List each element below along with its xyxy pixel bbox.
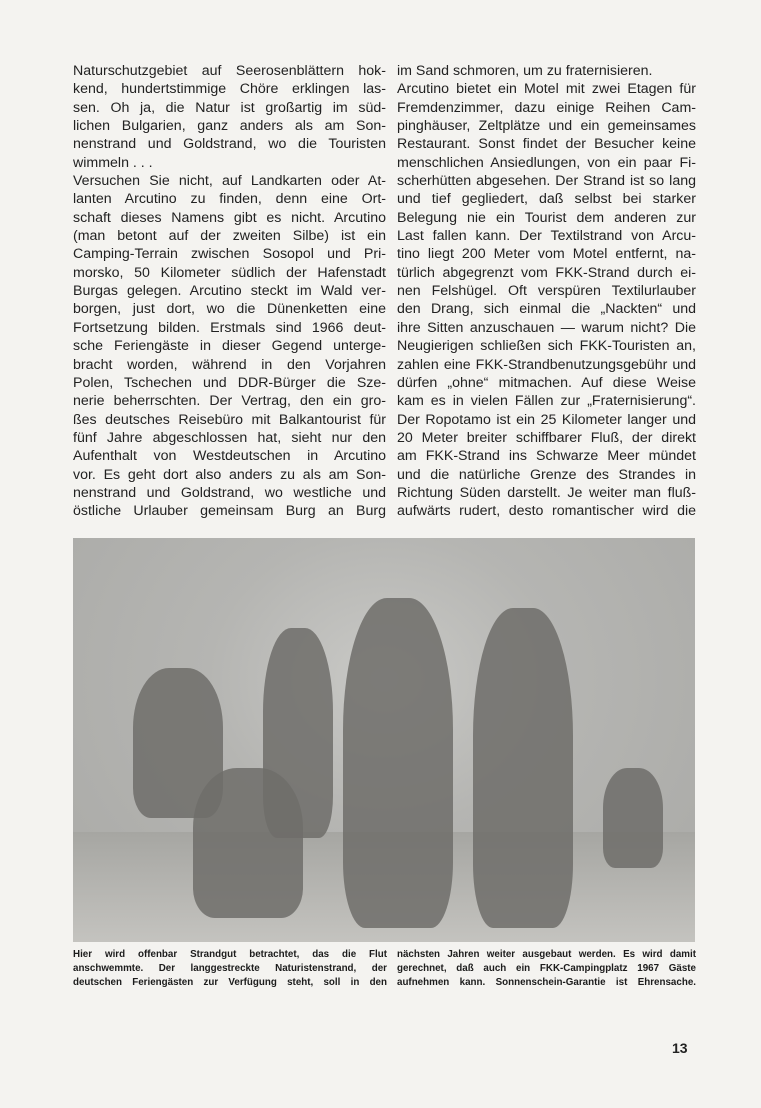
text-line: kam es in vielen Fällen zur „Fraternisierung“.	[397, 393, 696, 410]
text-line: Aufenthalt von Westdeutschen in Arcutino	[73, 448, 386, 465]
text-line: Der Ropotamo ist ein 25 Kilometer langer und	[397, 411, 696, 428]
photo-figure	[473, 608, 573, 928]
text-line: kend, hundertstimmige Chöre erklingen las-	[73, 81, 386, 98]
text-line: ihre Sitten anzuschauen — warum nicht? Die	[397, 319, 696, 336]
text-line: nenstrand und Goldstrand, wo westliche und	[73, 484, 386, 501]
text-line: dürfen „ohne“ mitmachen. Auf diese Weise	[397, 374, 696, 391]
text-line: Belegung nie ein Tourist dem anderen zur	[397, 209, 696, 226]
text-line: deutschen Feriengästen zur Verfügung steht, soll in den	[73, 977, 387, 988]
text-line: anschwemmte. Der langgestreckte Naturistenstrand, der	[73, 963, 387, 974]
text-line: nen Felshügel. Oft verspüren Textilurlauber	[397, 283, 696, 300]
text-line: lichen Bulgarien, ganz anders als am Son-	[73, 118, 386, 135]
text-line: (man betont auf der zweiten Silbe) ist ein	[73, 228, 386, 245]
text-line: und tief gegliedert, daß selbst bei starker	[397, 191, 696, 208]
text-line: Last fallen kann. Der Textilstrand von Arcu-	[397, 228, 696, 245]
text-line: nächsten Jahren weiter ausgebaut werden. Es wird damit	[397, 949, 696, 960]
page-number: 13	[672, 1040, 688, 1056]
text-line: ßes deutsches Reisebüro mit Balkantourist für	[73, 411, 386, 428]
photo-caption-left	[73, 948, 387, 990]
text-line: aufnehmen kann. Sonnenschein-Garantie ist Ehrensache.	[397, 977, 696, 988]
text-line: türlich abgegrenzt vom FKK-Strand durch ei-	[397, 264, 696, 281]
text-line: tino liegt 200 Meter vom Motel entfernt, na-	[397, 246, 696, 263]
text-line: borgen, just dort, wo die Dünenketten eine	[73, 301, 386, 318]
text-line: sche Feriengäste in dieser Gegend unterge-	[73, 338, 386, 355]
text-line: menschlichen Ansiedlungen, von ein paar Fi-	[397, 154, 696, 171]
article-column-right	[397, 62, 696, 521]
text-line: morsko, 50 Kilometer südlich der Hafenstadt	[73, 264, 386, 281]
text-line: wimmeln . . .	[73, 154, 153, 171]
text-line: Fremdenzimmer, dazu einige Reihen Cam-	[397, 99, 696, 116]
photo-figure	[343, 598, 453, 928]
text-line: Restaurant. Sonst findet der Besucher keine	[397, 136, 696, 153]
article-column-left	[73, 62, 386, 521]
text-line: Richtung Süden darstellt. Je weiter man fluß-	[397, 484, 696, 501]
text-line: sen. Oh ja, die Natur ist großartig im süd-	[73, 99, 386, 116]
text-line: nenstrand und Goldstrand, wo die Touristen	[73, 136, 386, 153]
text-line: im Sand schmoren, um zu fraternisieren.	[397, 63, 653, 79]
photo-caption-right	[397, 948, 696, 990]
text-line: fünf Jahre abgeschlossen hat, sieht nur den	[73, 429, 386, 446]
text-line: Camping-Terrain zwischen Sosopol und Pri-	[73, 246, 386, 263]
text-line: Versuchen Sie nicht, auf Landkarten oder At-	[73, 173, 386, 190]
text-line: schaft dieses Namens gibt es nicht. Arcutino	[73, 209, 386, 226]
text-line: den Drang, sich einmal die „Nackten“ und	[397, 301, 696, 318]
text-line: zahlen eine FKK-Strandbenutzungsgebühr und	[397, 356, 696, 373]
text-line: Arcutino bietet ein Motel mit zwei Etagen für	[397, 81, 696, 98]
text-line: bracht worden, während in den Vorjahren	[73, 356, 386, 373]
text-line: und die natürliche Grenze des Strandes in	[397, 466, 696, 483]
text-line: Fortsetzung bilden. Erstmals sind 1966 deut-	[73, 319, 386, 336]
text-line: Polen, Tschechen und DDR-Bürger die Sze-	[73, 374, 386, 391]
photo-figure	[263, 628, 333, 838]
text-line: Hier wird offenbar Strandgut betrachtet, das die Flut	[73, 949, 387, 960]
text-line: östliche Urlauber gemeinsam Burg an Burg	[73, 503, 386, 520]
beach-photo	[73, 538, 695, 942]
photo-figure	[603, 768, 663, 868]
text-line: pinghäuser, Zeltplätze und ein gemeinsames	[397, 118, 696, 135]
text-line: scherhütten abgesehen. Der Strand ist so lang	[397, 173, 696, 190]
text-line: am FKK-Strand ins Schwarze Meer mündet	[397, 448, 696, 465]
text-line: 20 Meter breiter schiffbarer Fluß, der direkt	[397, 429, 696, 446]
text-line: lanten Arcutino zu finden, denn eine Ort-	[73, 191, 386, 208]
text-line: nerie beherrschten. Der Vertrag, den ein gro-	[73, 393, 386, 410]
text-line: aufwärts rudert, desto romantischer wird die	[397, 503, 696, 520]
text-line: vor. Es geht dort also anders zu als am Son-	[73, 466, 386, 483]
text-line: gerechnet, daß auch ein FKK-Campingplatz 1967 Gäste	[397, 963, 696, 974]
text-line: Neugierigen schließen sich FKK-Touristen an,	[397, 338, 696, 355]
text-line: Burgas gelegen. Arcutino steckt im Wald ver-	[73, 283, 386, 300]
text-line: Naturschutzgebiet auf Seerosenblättern hok-	[73, 63, 386, 79]
